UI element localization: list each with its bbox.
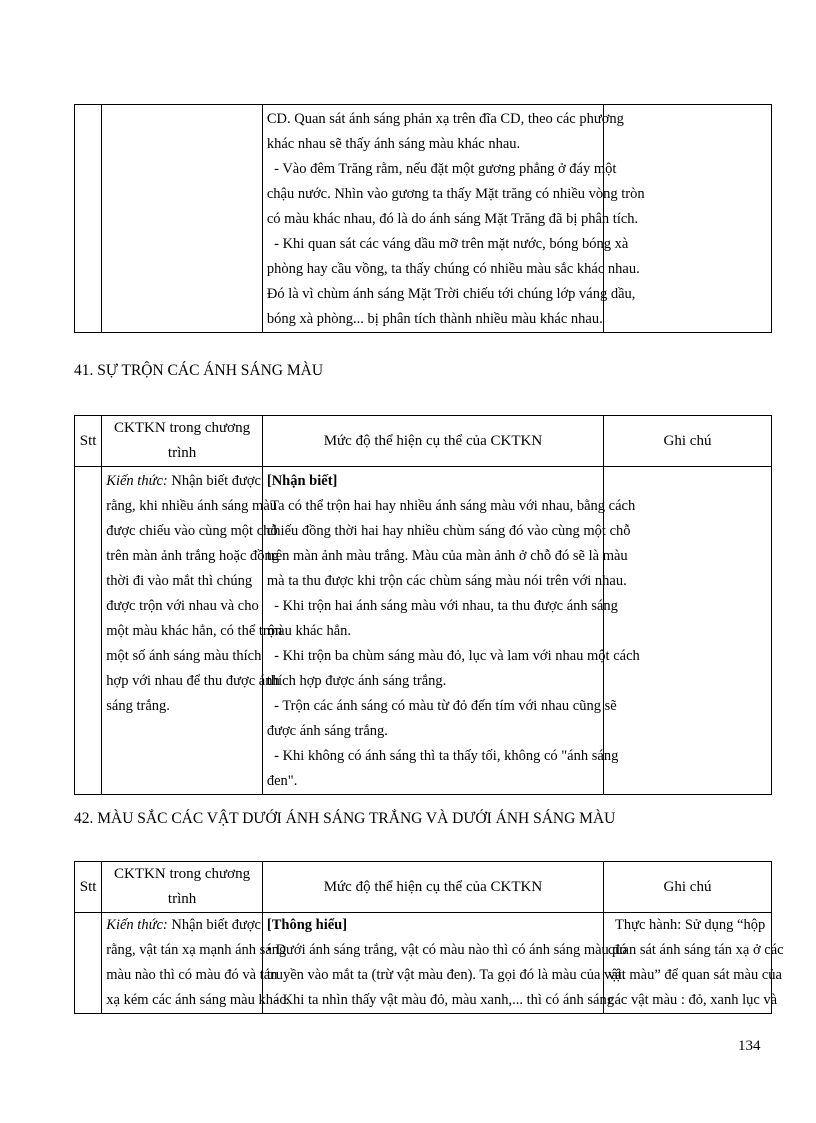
text-line: • Dưới ánh sáng trắng, vật có màu nào thì có ánh sáng màu đó — [266, 942, 627, 958]
text-line: - Vào đêm Trăng rằm, nếu đặt một gương phẳng ở đáy một — [266, 161, 617, 177]
header-row — [75, 862, 772, 913]
text-line: - Khi ta nhìn thấy vật màu đỏ, màu xanh,... thì có ánh sáng — [266, 992, 614, 1008]
text-line: Đó là vì chùm ánh sáng Mặt Trời chiếu tới chúng lớp váng dầu, — [266, 286, 636, 302]
text-line: hợp với nhau để thu được ánh — [106, 673, 280, 689]
header-cktkn: CKTKN trong chương trình — [102, 862, 263, 913]
text-line: màu nào thì có màu đó và tán — [106, 967, 278, 983]
detail-cell — [262, 913, 627, 1014]
detail-cell — [262, 467, 640, 795]
section-title: 42. MÀU SẮC CÁC VẬT DƯỚI ÁNH SÁNG TRẮNG VÀ DƯỚI ÁNH SÁNG MÀU — [74, 810, 616, 827]
stt-cell — [75, 467, 102, 795]
header-row — [75, 416, 772, 467]
detail-cell — [262, 105, 645, 333]
text-line: trên màn ảnh màu trắng. Màu của màn ảnh ở chỗ đó sẽ là màu — [266, 548, 628, 564]
note-cell — [604, 913, 784, 1014]
text-line: thời đi vào mắt thì chúng — [106, 573, 253, 589]
text-line: có màu khác nhau, đó là do ánh sáng Mặt Trăng đã bị phân tích. — [266, 211, 639, 227]
section-title: 41. SỰ TRỘN CÁC ÁNH SÁNG MÀU — [74, 362, 324, 379]
text-line: trên màn ảnh trắng hoặc đồng — [106, 548, 280, 564]
header-note: Ghi chú — [604, 416, 772, 467]
section-table — [74, 415, 772, 795]
stt-cell — [75, 913, 102, 1014]
text-line: - Khi trộn hai ánh sáng màu với nhau, ta thu được ánh sáng — [266, 598, 618, 614]
text-line: được ánh sáng trắng. — [266, 723, 388, 739]
continuation-table — [74, 104, 772, 333]
text-line: chậu nước. Nhìn vào gương ta thấy Mặt trăng có nhiều vòng tròn — [266, 186, 645, 202]
text-line: sáng trắng. — [106, 698, 170, 714]
cktkn-cell — [102, 105, 263, 333]
text-line: - Khi không có ánh sáng thì ta thấy tối, không có "ánh sáng — [266, 748, 619, 764]
note-cell — [604, 467, 772, 795]
text-line: khác nhau sẽ thấy ánh sáng màu khác nhau. — [266, 136, 521, 152]
text-line: thích hợp được ánh sáng trắng. — [266, 673, 447, 689]
text-line: xạ kém các ánh sáng màu khác. — [106, 992, 290, 1008]
level-label: [Thông hiểu] — [266, 917, 348, 933]
text-line: được chiếu vào cùng một chỗ — [106, 523, 278, 539]
knowledge-label: Kiến thức: — [106, 473, 168, 489]
knowledge-label: Kiến thức: — [106, 917, 168, 933]
text-line — [106, 913, 261, 938]
text-line: Ta có thể trộn hai hay nhiều ánh sáng màu với nhau, bằng cách — [266, 498, 636, 514]
text-line — [106, 469, 261, 494]
page-number: 134 — [738, 1038, 761, 1054]
text-line: được trộn với nhau và cho — [106, 598, 259, 614]
text-line: rằng, khi nhiều ánh sáng màu — [106, 498, 278, 514]
cktkn-cell — [102, 913, 290, 1014]
text-line: - Khi quan sát các váng dầu mỡ trên mặt nước, bóng bóng xà — [266, 236, 629, 252]
text-line: một số ánh sáng màu thích — [106, 648, 262, 664]
text-line: - Khi trộn ba chùm sáng màu đỏ, lục và lam với nhau một cách — [266, 648, 640, 664]
text-line: - Trộn các ánh sáng có màu từ đỏ đến tím với nhau cũng sẽ — [266, 698, 617, 714]
header-detail: Mức độ thể hiện cụ thể của CKTKN — [262, 416, 603, 467]
text-line: chiếu đồng thời hai hay nhiều chùm sáng đó vào cùng một chỗ — [266, 523, 631, 539]
header-cktkn: CKTKN trong chương trình — [102, 416, 263, 467]
table-row — [75, 467, 772, 795]
text-line: mà ta thu được khi trộn các chùm sáng màu nói trên với nhau. — [266, 573, 627, 589]
header-stt: Stt — [75, 416, 102, 467]
text-line: một màu khác hẳn, có thể trộn — [106, 623, 283, 639]
text-line: đen". — [266, 773, 298, 789]
text-line: truyền vào mắt ta (trừ vật màu đen). Ta gọi đó là màu của vật. — [266, 967, 626, 983]
text-line: màu khác hẳn. — [266, 623, 352, 639]
header-note: Ghi chú — [604, 862, 772, 913]
table-row — [75, 913, 772, 1014]
text-line: quan sát ánh sáng tán xạ ở các — [608, 942, 784, 958]
text-line: phòng hay cầu vồng, ta thấy chúng có nhiều màu sắc khác nhau. — [266, 261, 640, 277]
text-line: vật màu” để quan sát màu của — [608, 967, 782, 983]
text-line: các vật màu : đỏ, xanh lục và — [608, 992, 778, 1008]
text-fragment: Nhận biết được — [167, 917, 261, 933]
text-line: CD. Quan sát ánh sáng phản xạ trên đĩa CD, theo các phương — [266, 111, 624, 127]
text-line: rằng, vật tán xạ mạnh ánh sáng — [106, 942, 287, 958]
level-label: [Nhận biết] — [266, 473, 338, 489]
header-stt: Stt — [75, 862, 102, 913]
text-line: Thực hành: Sử dụng “hộp — [608, 917, 766, 933]
text-fragment: Nhận biết được — [167, 473, 261, 489]
section-table — [74, 861, 784, 1014]
header-detail: Mức độ thể hiện cụ thể của CKTKN — [262, 862, 603, 913]
stt-cell — [75, 105, 102, 333]
text-line: bóng xà phòng... bị phân tích thành nhiều màu khác nhau. — [266, 311, 603, 327]
